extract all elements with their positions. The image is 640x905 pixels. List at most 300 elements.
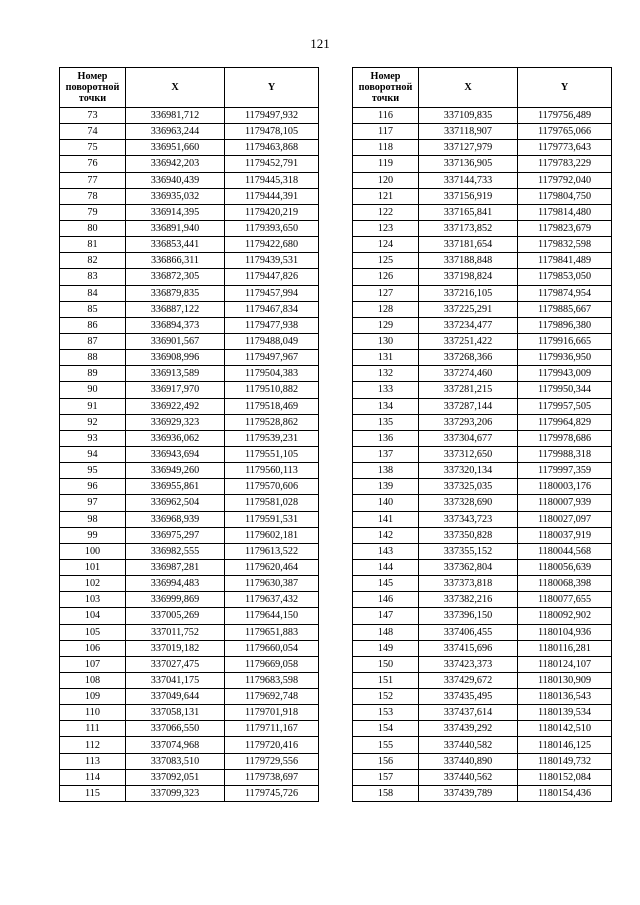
point-number-cell: 102 — [60, 576, 126, 592]
x-coordinate-cell: 336981,712 — [126, 108, 225, 124]
point-number-cell: 150 — [353, 656, 419, 672]
point-number-cell: 94 — [60, 446, 126, 462]
table-row — [353, 592, 612, 608]
point-number-cell: 126 — [353, 269, 419, 285]
x-coordinate-cell: 337144,733 — [419, 172, 518, 188]
table-row — [353, 269, 612, 285]
point-number-cell: 80 — [60, 220, 126, 236]
table-row — [60, 753, 319, 769]
x-coordinate-cell: 337281,215 — [419, 382, 518, 398]
y-coordinate-cell: 1179936,950 — [518, 350, 612, 366]
point-number-cell: 95 — [60, 463, 126, 479]
y-coordinate-cell: 1179504,383 — [225, 366, 319, 382]
x-coordinate-cell: 337415,696 — [419, 640, 518, 656]
x-coordinate-cell: 337362,804 — [419, 559, 518, 575]
y-coordinate-cell: 1179393,650 — [225, 220, 319, 236]
y-coordinate-cell: 1179988,318 — [518, 446, 612, 462]
table-row — [353, 285, 612, 301]
table-row — [60, 705, 319, 721]
y-coordinate-cell: 1180124,107 — [518, 656, 612, 672]
y-coordinate-cell: 1179551,105 — [225, 446, 319, 462]
x-coordinate-cell: 337234,477 — [419, 317, 518, 333]
table-row — [353, 333, 612, 349]
table-row — [60, 108, 319, 124]
point-number-cell: 92 — [60, 414, 126, 430]
x-coordinate-cell: 336943,694 — [126, 446, 225, 462]
y-coordinate-cell: 1179467,834 — [225, 301, 319, 317]
table-row — [353, 220, 612, 236]
x-coordinate-cell: 337320,134 — [419, 463, 518, 479]
y-coordinate-cell: 1180003,176 — [518, 479, 612, 495]
point-number-cell: 114 — [60, 769, 126, 785]
point-number-cell: 146 — [353, 592, 419, 608]
y-coordinate-cell: 1179439,531 — [225, 253, 319, 269]
y-coordinate-cell: 1179510,882 — [225, 382, 319, 398]
y-coordinate-cell: 1180092,902 — [518, 608, 612, 624]
y-coordinate-cell: 1179773,643 — [518, 140, 612, 156]
x-coordinate-cell: 337198,824 — [419, 269, 518, 285]
table-row — [60, 382, 319, 398]
x-coordinate-cell: 337440,582 — [419, 737, 518, 753]
x-coordinate-cell: 336987,281 — [126, 559, 225, 575]
y-coordinate-cell: 1179885,667 — [518, 301, 612, 317]
table-row — [353, 672, 612, 688]
table-row — [60, 640, 319, 656]
x-coordinate-cell: 336942,203 — [126, 156, 225, 172]
page-number: 121 — [310, 36, 330, 51]
x-coordinate-cell: 337188,848 — [419, 253, 518, 269]
y-coordinate-cell: 1179620,464 — [225, 559, 319, 575]
header-point-number: Номер поворотной точки — [60, 68, 126, 108]
y-coordinate-cell: 1179518,469 — [225, 398, 319, 414]
point-number-cell: 153 — [353, 705, 419, 721]
y-coordinate-cell: 1179896,380 — [518, 317, 612, 333]
point-number-cell: 155 — [353, 737, 419, 753]
table-row — [353, 140, 612, 156]
table-header-row — [60, 68, 319, 108]
point-number-cell: 85 — [60, 301, 126, 317]
y-coordinate-cell: 1180139,534 — [518, 705, 612, 721]
x-coordinate-cell: 337287,144 — [419, 398, 518, 414]
x-coordinate-cell: 337011,752 — [126, 624, 225, 640]
y-coordinate-cell: 1180044,568 — [518, 543, 612, 559]
y-coordinate-cell: 1179644,150 — [225, 608, 319, 624]
x-coordinate-cell: 337173,852 — [419, 220, 518, 236]
table-row — [353, 382, 612, 398]
x-coordinate-cell: 336872,305 — [126, 269, 225, 285]
table-row — [60, 689, 319, 705]
table-row — [60, 656, 319, 672]
y-coordinate-cell: 1179683,598 — [225, 672, 319, 688]
x-coordinate-cell: 336913,589 — [126, 366, 225, 382]
y-coordinate-cell: 1179478,105 — [225, 124, 319, 140]
point-number-cell: 131 — [353, 350, 419, 366]
point-number-cell: 82 — [60, 253, 126, 269]
point-number-cell: 122 — [353, 204, 419, 220]
point-number-cell: 135 — [353, 414, 419, 430]
table-row — [353, 737, 612, 753]
x-coordinate-cell: 337435,495 — [419, 689, 518, 705]
x-coordinate-cell: 337165,841 — [419, 204, 518, 220]
point-number-cell: 75 — [60, 140, 126, 156]
table-row — [60, 124, 319, 140]
y-coordinate-cell: 1180136,543 — [518, 689, 612, 705]
table-row — [60, 204, 319, 220]
point-number-cell: 84 — [60, 285, 126, 301]
y-coordinate-cell: 1179422,680 — [225, 237, 319, 253]
x-coordinate-cell: 337127,979 — [419, 140, 518, 156]
y-coordinate-cell: 1179853,050 — [518, 269, 612, 285]
point-number-cell: 124 — [353, 237, 419, 253]
coordinates-table-right — [352, 67, 612, 802]
point-number-cell: 125 — [353, 253, 419, 269]
table-header-row — [353, 68, 612, 108]
y-coordinate-cell: 1179457,994 — [225, 285, 319, 301]
x-coordinate-cell: 336982,555 — [126, 543, 225, 559]
point-number-cell: 86 — [60, 317, 126, 333]
table-row — [60, 511, 319, 527]
table-row — [60, 769, 319, 785]
x-coordinate-cell: 337136,905 — [419, 156, 518, 172]
x-coordinate-cell: 337439,292 — [419, 721, 518, 737]
table-row — [353, 237, 612, 253]
y-coordinate-cell: 1179660,054 — [225, 640, 319, 656]
y-coordinate-cell: 1179420,219 — [225, 204, 319, 220]
point-number-cell: 116 — [353, 108, 419, 124]
point-number-cell: 112 — [60, 737, 126, 753]
y-coordinate-cell: 1180037,919 — [518, 527, 612, 543]
table-row — [60, 672, 319, 688]
x-coordinate-cell: 336887,122 — [126, 301, 225, 317]
y-coordinate-cell: 1179943,009 — [518, 366, 612, 382]
x-coordinate-cell: 336901,567 — [126, 333, 225, 349]
point-number-cell: 98 — [60, 511, 126, 527]
x-coordinate-cell: 337439,789 — [419, 785, 518, 801]
table-row — [353, 608, 612, 624]
point-number-cell: 154 — [353, 721, 419, 737]
x-coordinate-cell: 337058,131 — [126, 705, 225, 721]
x-coordinate-cell: 337406,455 — [419, 624, 518, 640]
y-coordinate-cell: 1179745,726 — [225, 785, 319, 801]
y-coordinate-cell: 1179832,598 — [518, 237, 612, 253]
y-coordinate-cell: 1179613,522 — [225, 543, 319, 559]
y-coordinate-cell: 1179957,505 — [518, 398, 612, 414]
point-number-cell: 157 — [353, 769, 419, 785]
y-coordinate-cell: 1179950,344 — [518, 382, 612, 398]
y-coordinate-cell: 1179497,967 — [225, 350, 319, 366]
table-row — [353, 172, 612, 188]
table-row — [60, 446, 319, 462]
table-row — [353, 656, 612, 672]
y-coordinate-cell: 1179539,231 — [225, 430, 319, 446]
x-coordinate-cell: 337027,475 — [126, 656, 225, 672]
header-x: X — [419, 68, 518, 108]
x-coordinate-cell: 337041,175 — [126, 672, 225, 688]
table-row — [353, 366, 612, 382]
y-coordinate-cell: 1179591,531 — [225, 511, 319, 527]
x-coordinate-cell: 336951,660 — [126, 140, 225, 156]
x-coordinate-cell: 337049,644 — [126, 689, 225, 705]
point-number-cell: 142 — [353, 527, 419, 543]
table-row — [353, 398, 612, 414]
point-number-cell: 117 — [353, 124, 419, 140]
y-coordinate-cell: 1179637,432 — [225, 592, 319, 608]
x-coordinate-cell: 336994,483 — [126, 576, 225, 592]
point-number-cell: 105 — [60, 624, 126, 640]
x-coordinate-cell: 336908,996 — [126, 350, 225, 366]
point-number-cell: 83 — [60, 269, 126, 285]
point-number-cell: 87 — [60, 333, 126, 349]
point-number-cell: 147 — [353, 608, 419, 624]
point-number-cell: 138 — [353, 463, 419, 479]
y-coordinate-cell: 1179804,750 — [518, 188, 612, 204]
x-coordinate-cell: 337005,269 — [126, 608, 225, 624]
point-number-cell: 96 — [60, 479, 126, 495]
table-row — [353, 495, 612, 511]
table-row — [353, 446, 612, 462]
table-row — [60, 237, 319, 253]
point-number-cell: 129 — [353, 317, 419, 333]
point-number-cell: 136 — [353, 430, 419, 446]
point-number-cell: 156 — [353, 753, 419, 769]
x-coordinate-cell: 336891,940 — [126, 220, 225, 236]
table-row — [353, 640, 612, 656]
x-coordinate-cell: 337429,672 — [419, 672, 518, 688]
point-number-cell: 152 — [353, 689, 419, 705]
table-row — [60, 220, 319, 236]
table-row — [60, 301, 319, 317]
x-coordinate-cell: 337156,919 — [419, 188, 518, 204]
y-coordinate-cell: 1180116,281 — [518, 640, 612, 656]
table-row — [60, 172, 319, 188]
table-row — [353, 108, 612, 124]
x-coordinate-cell: 337382,216 — [419, 592, 518, 608]
y-coordinate-cell: 1180027,097 — [518, 511, 612, 527]
y-coordinate-cell: 1179488,049 — [225, 333, 319, 349]
y-coordinate-cell: 1179978,686 — [518, 430, 612, 446]
point-number-cell: 103 — [60, 592, 126, 608]
table-row — [60, 785, 319, 801]
table-row — [60, 624, 319, 640]
point-number-cell: 158 — [353, 785, 419, 801]
x-coordinate-cell: 336922,492 — [126, 398, 225, 414]
point-number-cell: 78 — [60, 188, 126, 204]
x-coordinate-cell: 337312,650 — [419, 446, 518, 462]
table-row — [60, 398, 319, 414]
table-row — [353, 511, 612, 527]
table-row — [353, 253, 612, 269]
x-coordinate-cell: 337325,035 — [419, 479, 518, 495]
y-coordinate-cell: 1179497,932 — [225, 108, 319, 124]
table-row — [353, 689, 612, 705]
y-coordinate-cell: 1179916,665 — [518, 333, 612, 349]
x-coordinate-cell: 336935,032 — [126, 188, 225, 204]
y-coordinate-cell: 1179651,883 — [225, 624, 319, 640]
coordinates-body-left — [60, 108, 319, 802]
y-coordinate-cell: 1179452,791 — [225, 156, 319, 172]
point-number-cell: 121 — [353, 188, 419, 204]
table-row — [353, 769, 612, 785]
y-coordinate-cell: 1179444,391 — [225, 188, 319, 204]
x-coordinate-cell: 337074,968 — [126, 737, 225, 753]
table-row — [353, 527, 612, 543]
table-row — [60, 463, 319, 479]
y-coordinate-cell: 1179756,489 — [518, 108, 612, 124]
y-coordinate-cell: 1180007,939 — [518, 495, 612, 511]
y-coordinate-cell: 1179560,113 — [225, 463, 319, 479]
table-row — [60, 333, 319, 349]
x-coordinate-cell: 337083,510 — [126, 753, 225, 769]
point-number-cell: 132 — [353, 366, 419, 382]
y-coordinate-cell: 1179738,697 — [225, 769, 319, 785]
table-row — [60, 156, 319, 172]
x-coordinate-cell: 336929,323 — [126, 414, 225, 430]
y-coordinate-cell: 1179463,868 — [225, 140, 319, 156]
point-number-cell: 134 — [353, 398, 419, 414]
point-number-cell: 101 — [60, 559, 126, 575]
x-coordinate-cell: 336914,395 — [126, 204, 225, 220]
table-row — [353, 705, 612, 721]
point-number-cell: 118 — [353, 140, 419, 156]
table-row — [60, 253, 319, 269]
table-row — [60, 285, 319, 301]
table-row — [353, 204, 612, 220]
point-number-cell: 91 — [60, 398, 126, 414]
table-row — [353, 576, 612, 592]
point-number-cell: 104 — [60, 608, 126, 624]
x-coordinate-cell: 337437,614 — [419, 705, 518, 721]
point-number-cell: 133 — [353, 382, 419, 398]
y-coordinate-cell: 1179997,359 — [518, 463, 612, 479]
y-coordinate-cell: 1179823,679 — [518, 220, 612, 236]
table-row — [353, 414, 612, 430]
x-coordinate-cell: 337350,828 — [419, 527, 518, 543]
point-number-cell: 106 — [60, 640, 126, 656]
x-coordinate-cell: 337251,422 — [419, 333, 518, 349]
point-number-cell: 151 — [353, 672, 419, 688]
table-row — [353, 350, 612, 366]
y-coordinate-cell: 1179964,829 — [518, 414, 612, 430]
x-coordinate-cell: 337293,206 — [419, 414, 518, 430]
x-coordinate-cell: 337099,323 — [126, 785, 225, 801]
x-coordinate-cell: 337216,105 — [419, 285, 518, 301]
y-coordinate-cell: 1180130,909 — [518, 672, 612, 688]
table-row — [60, 559, 319, 575]
table-row — [60, 543, 319, 559]
point-number-cell: 100 — [60, 543, 126, 559]
y-coordinate-cell: 1179570,606 — [225, 479, 319, 495]
x-coordinate-cell: 336949,260 — [126, 463, 225, 479]
table-row — [60, 495, 319, 511]
header-x: X — [126, 68, 225, 108]
table-row — [60, 269, 319, 285]
y-coordinate-cell: 1179447,826 — [225, 269, 319, 285]
point-number-cell: 90 — [60, 382, 126, 398]
x-coordinate-cell: 337109,835 — [419, 108, 518, 124]
x-coordinate-cell: 336940,439 — [126, 172, 225, 188]
y-coordinate-cell: 1179477,938 — [225, 317, 319, 333]
point-number-cell: 97 — [60, 495, 126, 511]
table-row — [60, 414, 319, 430]
point-number-cell: 76 — [60, 156, 126, 172]
x-coordinate-cell: 336894,373 — [126, 317, 225, 333]
x-coordinate-cell: 336963,244 — [126, 124, 225, 140]
point-number-cell: 141 — [353, 511, 419, 527]
x-coordinate-cell: 336975,297 — [126, 527, 225, 543]
table-row — [353, 156, 612, 172]
table-row — [353, 188, 612, 204]
table-row — [353, 301, 612, 317]
x-coordinate-cell: 336853,441 — [126, 237, 225, 253]
table-row — [60, 721, 319, 737]
point-number-cell: 137 — [353, 446, 419, 462]
point-number-cell: 120 — [353, 172, 419, 188]
y-coordinate-cell: 1179765,066 — [518, 124, 612, 140]
table-row — [353, 430, 612, 446]
table-row — [60, 737, 319, 753]
x-coordinate-cell: 337181,654 — [419, 237, 518, 253]
point-number-cell: 73 — [60, 108, 126, 124]
point-number-cell: 123 — [353, 220, 419, 236]
x-coordinate-cell: 337118,907 — [419, 124, 518, 140]
header-y: Y — [518, 68, 612, 108]
point-number-cell: 144 — [353, 559, 419, 575]
y-coordinate-cell: 1179581,028 — [225, 495, 319, 511]
y-coordinate-cell: 1179669,058 — [225, 656, 319, 672]
table-row — [60, 608, 319, 624]
table-row — [60, 430, 319, 446]
point-number-cell: 143 — [353, 543, 419, 559]
point-number-cell: 111 — [60, 721, 126, 737]
x-coordinate-cell: 337225,291 — [419, 301, 518, 317]
point-number-cell: 77 — [60, 172, 126, 188]
x-coordinate-cell: 336866,311 — [126, 253, 225, 269]
point-number-cell: 148 — [353, 624, 419, 640]
y-coordinate-cell: 1180142,510 — [518, 721, 612, 737]
x-coordinate-cell: 337328,690 — [419, 495, 518, 511]
y-coordinate-cell: 1179528,862 — [225, 414, 319, 430]
point-number-cell: 115 — [60, 785, 126, 801]
point-number-cell: 79 — [60, 204, 126, 220]
y-coordinate-cell: 1179445,318 — [225, 172, 319, 188]
table-row — [60, 188, 319, 204]
y-coordinate-cell: 1179711,167 — [225, 721, 319, 737]
table-row — [353, 753, 612, 769]
x-coordinate-cell: 337092,051 — [126, 769, 225, 785]
point-number-cell: 81 — [60, 237, 126, 253]
y-coordinate-cell: 1180152,084 — [518, 769, 612, 785]
point-number-cell: 145 — [353, 576, 419, 592]
y-coordinate-cell: 1179729,556 — [225, 753, 319, 769]
header-point-number: Номер поворотной точки — [353, 68, 419, 108]
x-coordinate-cell: 336936,062 — [126, 430, 225, 446]
point-number-cell: 109 — [60, 689, 126, 705]
y-coordinate-cell: 1179720,416 — [225, 737, 319, 753]
y-coordinate-cell: 1180149,732 — [518, 753, 612, 769]
y-coordinate-cell: 1179701,918 — [225, 705, 319, 721]
table-row — [353, 463, 612, 479]
point-number-cell: 108 — [60, 672, 126, 688]
table-row — [60, 317, 319, 333]
y-coordinate-cell: 1180077,655 — [518, 592, 612, 608]
point-number-cell: 74 — [60, 124, 126, 140]
table-row — [353, 479, 612, 495]
x-coordinate-cell: 337019,182 — [126, 640, 225, 656]
point-number-cell: 127 — [353, 285, 419, 301]
point-number-cell: 93 — [60, 430, 126, 446]
table-row — [353, 624, 612, 640]
y-coordinate-cell: 1179841,489 — [518, 253, 612, 269]
